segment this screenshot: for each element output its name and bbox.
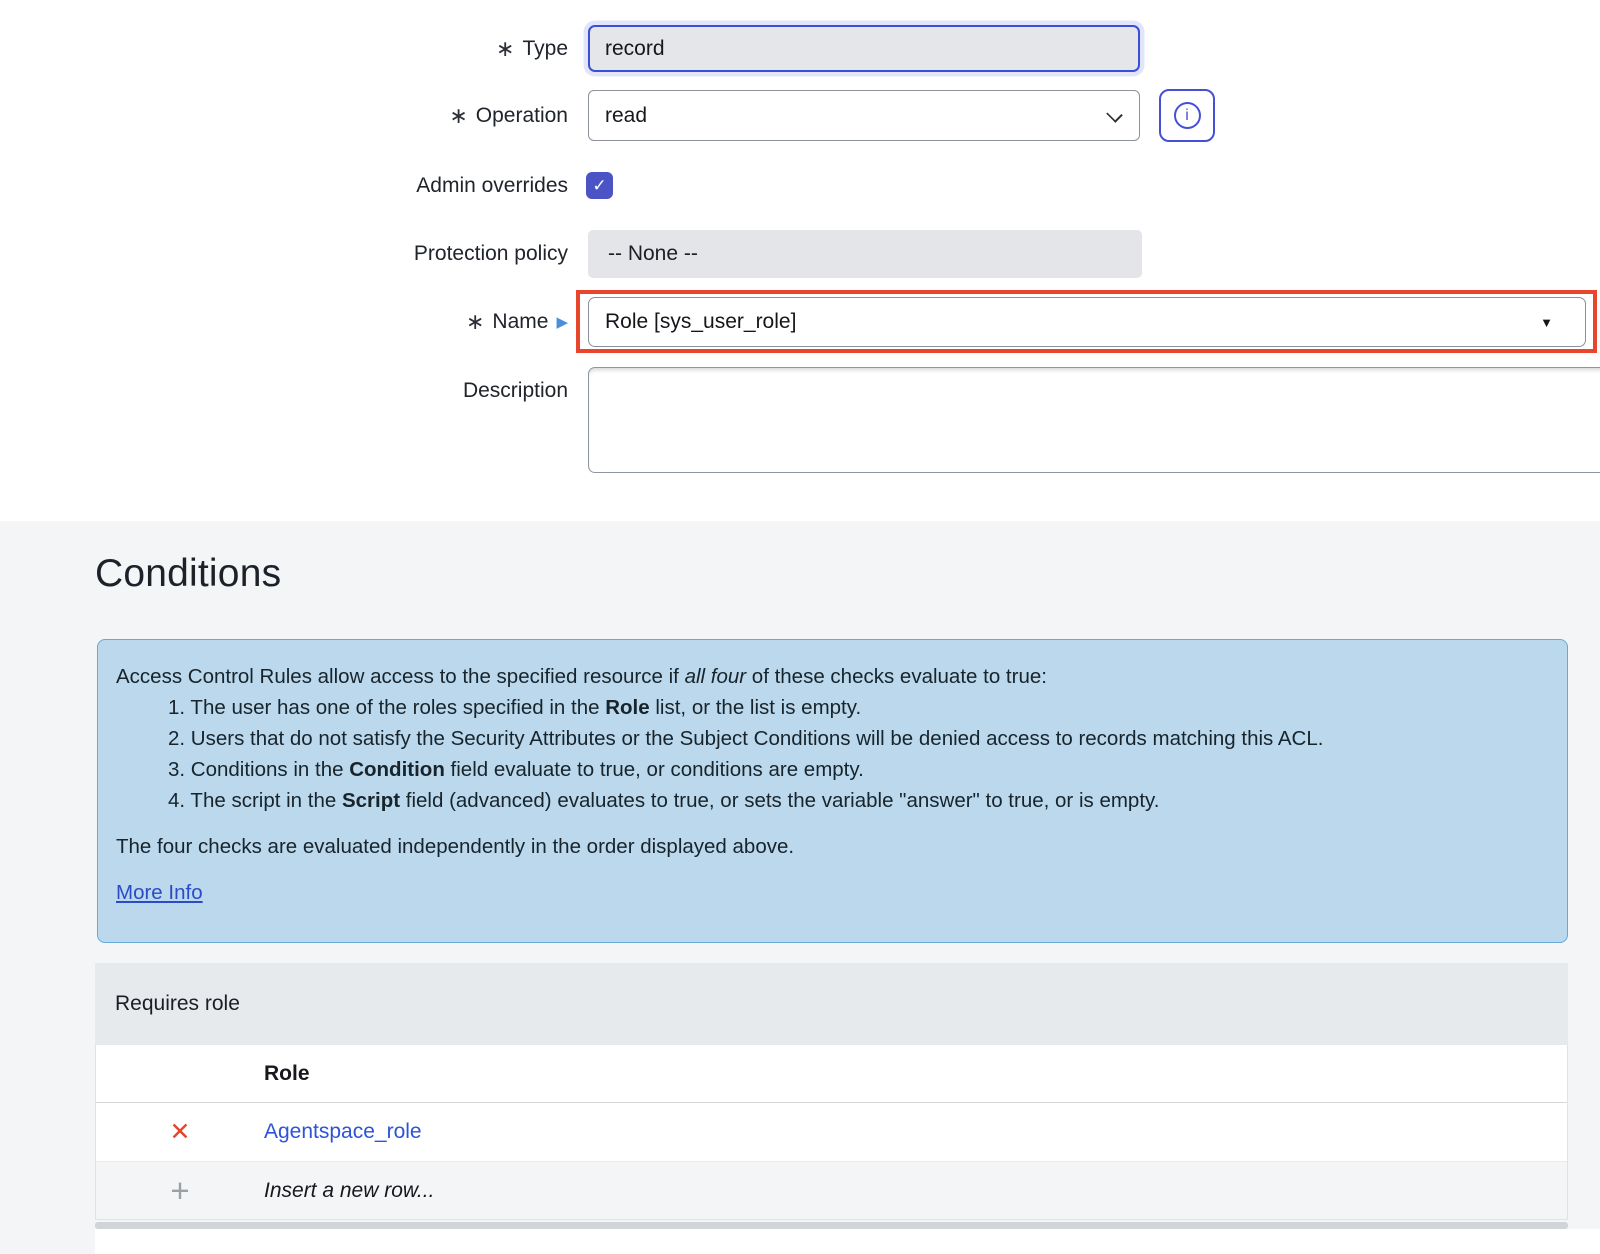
protection-policy-value: -- None -- — [608, 242, 698, 265]
requires-role-table — [95, 1045, 1568, 1220]
role-column-header: Role — [264, 1061, 310, 1085]
operation-label — [449, 90, 568, 141]
type-label — [496, 25, 568, 72]
name-value: Role [sys_user_role] — [605, 310, 797, 333]
type-value: record — [605, 36, 665, 60]
required-icon: ∗ — [449, 102, 468, 128]
operation-info-button[interactable] — [1159, 89, 1215, 142]
table-row — [96, 1103, 1567, 1162]
protection-policy-field — [588, 230, 1142, 278]
horizontal-scrollbar[interactable] — [95, 1222, 1568, 1229]
info-item-2: 2. Users that do not satisfy the Security Attributes or the Subject Conditions will be denied access to records matching this ACL. — [168, 727, 1324, 750]
name-label-text: Name — [492, 310, 549, 333]
info-item-1: 1. The user has one of the roles specified in the Role list, or the list is empty. — [168, 696, 862, 719]
admin-overrides-checkbox[interactable] — [586, 172, 613, 199]
role-link[interactable]: Agentspace_role — [264, 1120, 422, 1143]
operation-value: read — [605, 103, 648, 127]
next-section-strip — [95, 1229, 1600, 1254]
delete-row-icon[interactable]: ✕ — [169, 1118, 191, 1146]
conditions-heading: Conditions — [95, 552, 282, 595]
info-item-4: 4. The script in the Script field (advanced) evaluates to true, or sets the variable "answer" to true, or is empty. — [168, 789, 1160, 812]
chevron-down-icon — [1106, 106, 1123, 123]
description-label — [463, 378, 568, 404]
operation-label-text: Operation — [475, 103, 568, 127]
admin-overrides-label-text: Admin overrides — [416, 173, 568, 197]
protection-policy-label — [414, 230, 568, 278]
insert-row[interactable] — [96, 1162, 1567, 1220]
type-label-text: Type — [522, 36, 568, 60]
requires-role-title: Requires role — [115, 992, 240, 1015]
description-label-text: Description — [462, 379, 568, 402]
required-icon: ∗ — [496, 35, 515, 61]
more-info-link[interactable]: More Info — [116, 881, 203, 904]
requires-role-header — [95, 963, 1568, 1045]
operation-select[interactable] — [588, 90, 1140, 141]
info-item-3: 3. Conditions in the Condition field evaluate to true, or conditions are empty. — [168, 758, 864, 781]
conditions-section — [0, 521, 1600, 1254]
name-label — [466, 297, 568, 347]
name-select[interactable] — [588, 297, 1586, 347]
required-icon: ∗ — [465, 309, 485, 334]
info-footer: The four checks are evaluated independently in the order displayed above. — [116, 835, 795, 858]
dropdown-arrow-icon: ▼ — [1540, 315, 1553, 330]
table-header-row — [96, 1045, 1567, 1103]
type-field[interactable] — [588, 25, 1140, 72]
info-intro: Access Control Rules allow access to the specified resource if all four of these checks evaluate to true: — [116, 665, 1047, 688]
protection-policy-label-text: Protection policy — [413, 242, 568, 265]
acl-info-box — [97, 639, 1568, 943]
description-textarea[interactable] — [588, 367, 1600, 473]
insert-row-icon[interactable]: + — [170, 1172, 190, 1209]
insert-row-label: Insert a new row... — [264, 1178, 435, 1202]
reference-arrow-icon: ▶ — [556, 314, 568, 331]
check-icon: ✓ — [592, 175, 607, 195]
admin-overrides-label — [416, 172, 568, 199]
info-icon: i — [1174, 102, 1201, 129]
